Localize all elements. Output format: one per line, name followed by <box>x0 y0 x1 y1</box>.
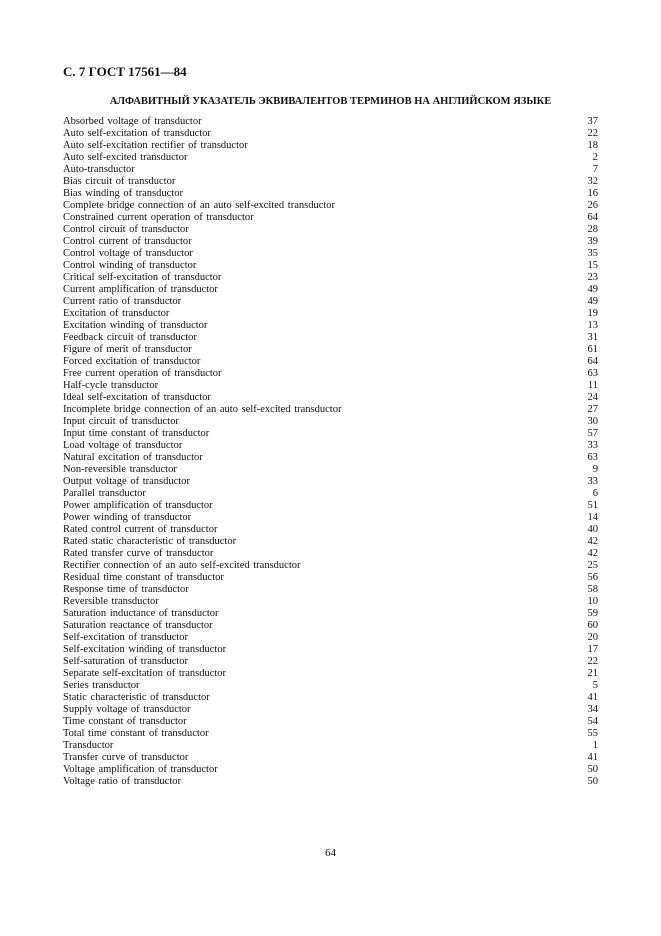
index-ref-number: 33 <box>587 440 598 451</box>
index-ref-number: 25 <box>587 560 598 571</box>
index-ref-number: 21 <box>587 668 598 679</box>
index-entry <box>63 152 598 164</box>
index-term: Self-saturation of transductor <box>63 656 189 667</box>
index-term: Forced excitation of transductor <box>63 356 201 367</box>
index-term: Transfer curve of transductor <box>63 752 189 763</box>
index-entry <box>63 572 598 584</box>
index-ref-number: 49 <box>587 284 598 295</box>
index-entry <box>63 692 598 704</box>
index-term: Critical self-excitation of transductor <box>63 272 222 283</box>
index-term: Parallel transductor <box>63 488 146 499</box>
index-entry <box>63 488 598 500</box>
index-ref-number: 64 <box>587 212 598 223</box>
index-entry <box>63 560 598 572</box>
index-entry <box>63 320 598 332</box>
index-term: Excitation winding of transductor <box>63 320 208 331</box>
index-ref-number: 37 <box>587 116 598 127</box>
index-term: Feedback circuit of transductor <box>63 332 197 343</box>
index-term: Control current of transductor <box>63 236 192 247</box>
index-ref-number: 31 <box>587 332 598 343</box>
index-term: Complete bridge connection of an auto self-excited transductor <box>63 200 336 211</box>
index-ref-number: 18 <box>587 140 598 151</box>
index-ref-number: 41 <box>587 692 598 703</box>
index-ref-number: 7 <box>592 164 598 175</box>
index-ref-number: 6 <box>592 488 598 499</box>
page-number: 64 <box>325 847 336 859</box>
index-term: Self-excitation winding of transductor <box>63 644 227 655</box>
index-ref-number: 22 <box>587 128 598 139</box>
index-entry <box>63 716 598 728</box>
index-ref-number: 9 <box>592 464 598 475</box>
index-entry <box>63 740 598 752</box>
index-ref-number: 15 <box>587 260 598 271</box>
index-term: Voltage ratio of transductor <box>63 776 181 787</box>
index-ref-number: 42 <box>587 536 598 547</box>
index-ref-number: 55 <box>587 728 598 739</box>
index-entry <box>63 536 598 548</box>
index-title: АЛФАВИТНЫЙ УКАЗАТЕЛЬ ЭКВИВАЛЕНТОВ ТЕРМИНОВ НА АНГЛИЙСКОМ ЯЗЫКЕ <box>109 96 552 107</box>
index-term: Residual time constant of transductor <box>63 572 224 583</box>
index-term: Rectifier connection of an auto self-excited transductor <box>63 560 301 571</box>
index-entry <box>63 212 598 224</box>
index-term: Power winding of transductor <box>63 512 192 523</box>
index-entry <box>63 380 598 392</box>
index-term: Auto self-excitation rectifier of transductor <box>63 140 248 151</box>
index-entry <box>63 128 598 140</box>
index-entry <box>63 188 598 200</box>
index-term: Ideal self-excitation of transductor <box>63 392 211 403</box>
index-ref-number: 40 <box>587 524 598 535</box>
index-ref-number: 35 <box>587 248 598 259</box>
page-header: С. 7 ГОСТ 17561—84 <box>63 64 187 79</box>
index-ref-number: 54 <box>587 716 598 727</box>
index-ref-number: 50 <box>587 776 598 787</box>
index-entry <box>63 428 598 440</box>
index-entry <box>63 776 598 788</box>
index-term: Natural excitation of transductor <box>63 452 203 463</box>
index-entry <box>63 284 598 296</box>
index-entry <box>63 236 598 248</box>
index-term: Figure of merit of transductor <box>63 344 192 355</box>
index-ref-number: 11 <box>587 380 598 391</box>
index-term: Separate self-excitation of transductor <box>63 668 227 679</box>
index-ref-number: 2 <box>592 152 598 163</box>
index-term: Load voltage of transductor <box>63 440 183 451</box>
index-entry <box>63 512 598 524</box>
index-ref-number: 59 <box>587 608 598 619</box>
index-term: Control circuit of transductor <box>63 224 189 235</box>
index-entry <box>63 764 598 776</box>
index-ref-number: 63 <box>587 452 598 463</box>
index-entry <box>63 596 598 608</box>
index-term: Saturation inductance of transductor <box>63 608 219 619</box>
index-ref-number: 24 <box>587 392 598 403</box>
index-entry <box>63 260 598 272</box>
index-term: Input circuit of transductor <box>63 416 179 427</box>
index-ref-number: 42 <box>587 548 598 559</box>
index-entry <box>63 248 598 260</box>
index-term: Saturation reactance of transductor <box>63 620 213 631</box>
index-term: Rated static characteristic of transductor <box>63 536 237 547</box>
index-entry <box>63 200 598 212</box>
index-entry <box>63 272 598 284</box>
index-ref-number: 33 <box>587 476 598 487</box>
index-ref-number: 27 <box>587 404 598 415</box>
index-entry <box>63 416 598 428</box>
index-ref-number: 58 <box>587 584 598 595</box>
index-entry <box>63 704 598 716</box>
index-term: Time constant of transductor <box>63 716 187 727</box>
index-ref-number: 64 <box>587 356 598 367</box>
index-term: Rated control current of transductor <box>63 524 218 535</box>
index-entry <box>63 308 598 320</box>
index-entry <box>63 332 598 344</box>
index-entry <box>63 632 598 644</box>
index-ref-number: 17 <box>587 644 598 655</box>
index-entry <box>63 296 598 308</box>
index-entry <box>63 524 598 536</box>
index-entry <box>63 344 598 356</box>
index-term: Incomplete bridge connection of an auto self-excited transductor <box>63 404 342 415</box>
index-term: Response time of transductor <box>63 584 189 595</box>
index-entry <box>63 620 598 632</box>
index-ref-number: 26 <box>587 200 598 211</box>
index-term: Rated transfer curve of transductor <box>63 548 214 559</box>
index-entry <box>63 404 598 416</box>
index-ref-number: 57 <box>587 428 598 439</box>
index-entry <box>63 116 598 128</box>
term-index-list <box>63 116 598 788</box>
index-ref-number: 50 <box>587 764 598 775</box>
index-ref-number: 32 <box>587 176 598 187</box>
index-entry <box>63 584 598 596</box>
index-ref-number: 1 <box>592 740 598 751</box>
index-ref-number: 19 <box>587 308 598 319</box>
index-entry <box>63 728 598 740</box>
index-entry <box>63 224 598 236</box>
index-term: Auto-transductor <box>63 164 135 175</box>
index-entry <box>63 164 598 176</box>
index-ref-number: 63 <box>587 368 598 379</box>
index-ref-number: 10 <box>587 596 598 607</box>
index-term: Half-cycle transductor <box>63 380 159 391</box>
index-term: Output voltage of transductor <box>63 476 190 487</box>
index-ref-number: 34 <box>587 704 598 715</box>
index-term: Constrained current operation of transductor <box>63 212 254 223</box>
index-ref-number: 20 <box>587 632 598 643</box>
index-term: Bias circuit of transductor <box>63 176 176 187</box>
index-entry <box>63 656 598 668</box>
index-term: Control voltage of transductor <box>63 248 193 259</box>
index-ref-number: 13 <box>587 320 598 331</box>
index-term: Self-excitation of transductor <box>63 632 189 643</box>
index-term: Auto self-excited transductor <box>63 152 188 163</box>
index-entry <box>63 500 598 512</box>
index-term: Current ratio of transductor <box>63 296 182 307</box>
index-ref-number: 14 <box>587 512 598 523</box>
index-term: Auto self-excitation of transductor <box>63 128 211 139</box>
index-ref-number: 39 <box>587 236 598 247</box>
index-term: Absorbed voltage of transductor <box>63 116 202 127</box>
index-ref-number: 56 <box>587 572 598 583</box>
index-ref-number: 49 <box>587 296 598 307</box>
index-term: Total time constant of transductor <box>63 728 209 739</box>
index-term: Control winding of transductor <box>63 260 197 271</box>
index-ref-number: 16 <box>587 188 598 199</box>
index-entry <box>63 476 598 488</box>
index-ref-number: 23 <box>587 272 598 283</box>
index-entry <box>63 752 598 764</box>
index-term: Non-reversible transductor <box>63 464 177 475</box>
index-term: Excitation of transductor <box>63 308 170 319</box>
index-entry <box>63 140 598 152</box>
index-term: Voltage amplification of transductor <box>63 764 218 775</box>
index-term: Series transductor <box>63 680 140 691</box>
index-ref-number: 5 <box>592 680 598 691</box>
index-term: Input time constant of transductor <box>63 428 210 439</box>
index-term: Static characteristic of transductor <box>63 692 210 703</box>
index-entry <box>63 356 598 368</box>
index-entry <box>63 452 598 464</box>
index-ref-number: 41 <box>587 752 598 763</box>
index-ref-number: 61 <box>587 344 598 355</box>
index-term: Current amplification of transductor <box>63 284 218 295</box>
index-entry <box>63 644 598 656</box>
index-entry <box>63 668 598 680</box>
index-entry <box>63 608 598 620</box>
index-entry <box>63 680 598 692</box>
index-term: Supply voltage of transductor <box>63 704 191 715</box>
index-term: Power amplification of transductor <box>63 500 213 511</box>
index-ref-number: 30 <box>587 416 598 427</box>
index-ref-number: 60 <box>587 620 598 631</box>
index-entry <box>63 176 598 188</box>
index-term: Free current operation of transductor <box>63 368 222 379</box>
index-term: Bias winding of transductor <box>63 188 183 199</box>
index-ref-number: 22 <box>587 656 598 667</box>
index-entry <box>63 392 598 404</box>
index-entry <box>63 440 598 452</box>
index-term: Transductor <box>63 740 114 751</box>
index-entry <box>63 464 598 476</box>
index-term: Reversible transductor <box>63 596 159 607</box>
index-entry <box>63 368 598 380</box>
index-ref-number: 51 <box>587 500 598 511</box>
index-ref-number: 28 <box>587 224 598 235</box>
index-entry <box>63 548 598 560</box>
